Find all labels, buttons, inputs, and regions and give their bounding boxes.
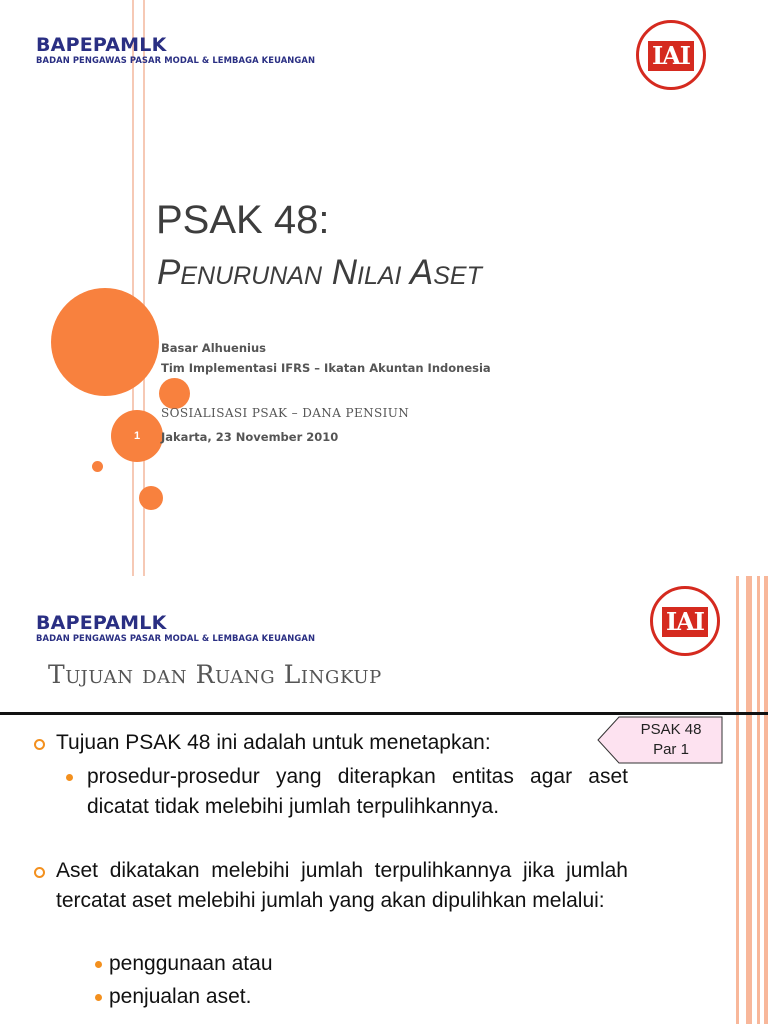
decorative-circle-small <box>159 378 190 409</box>
bullet-text: Aset dikatakan melebihi jumlah terpulihkannya jika jumlah tercatat aset melebihi jumlah yang akan dipulihkan melalui: <box>56 859 628 912</box>
slide-subtitle: Penurunan Nilai Aset <box>157 253 482 292</box>
brand-subtitle: BADAN PENGAWAS PASAR MODAL & LEMBAGA KEUANGAN <box>36 55 316 65</box>
title-divider <box>0 712 768 715</box>
bullet-icon <box>34 739 45 750</box>
brand-subtitle: BADAN PENGAWAS PASAR MODAL & LEMBAGA KEUANGAN <box>36 633 316 643</box>
brand-name: BAPEPAMLK <box>36 612 167 634</box>
presenter-name: Basar Alhuenius <box>161 341 266 355</box>
reference-tag <box>597 716 723 764</box>
decorative-line <box>132 0 134 576</box>
reference-tag-line1: PSAK 48 <box>640 721 702 738</box>
event-name: SOSIALISASI PSAK – DANA PENSIUN <box>161 406 410 420</box>
decorative-stripe <box>764 576 768 1024</box>
decorative-stripe <box>757 576 760 1024</box>
event-place-date: Jakarta, 23 November 2010 <box>161 430 339 444</box>
sub-bullet-icon <box>66 774 73 781</box>
iai-logo-text: IAI <box>648 41 694 71</box>
reference-tag-line2: Par 1 <box>653 741 689 758</box>
sub-bullet-icon <box>95 961 102 968</box>
slide-title: Tujuan dan Ruang Lingkup <box>48 660 382 689</box>
reference-tag-label <box>619 720 723 760</box>
iai-logo-text: IAI <box>662 607 708 637</box>
decorative-circle-large <box>51 288 159 396</box>
decorative-circle-small <box>139 486 163 510</box>
iai-logo <box>636 20 706 90</box>
presenter-team: Tim Implementasi IFRS – Ikatan Akuntan Indonesia <box>161 361 491 375</box>
sub-bullet-icon <box>95 994 102 1001</box>
sub-bullet-text: prosedur-prosedur yang diterapkan entitas agar aset dicatat tidak melebihi jumlah terpulihkannya. <box>87 765 628 818</box>
sub-bullet-text: penjualan aset. <box>109 985 252 1008</box>
content-slide <box>0 576 768 1024</box>
bapepamlk-logo <box>36 35 315 65</box>
sub-bullet-text: penggunaan atau <box>109 952 273 975</box>
decorative-dot <box>92 461 103 472</box>
bapepamlk-logo <box>36 613 315 643</box>
decorative-stripe <box>746 576 752 1024</box>
bullet-icon <box>34 867 45 878</box>
iai-logo <box>650 586 720 656</box>
slide-number: 1 <box>133 430 141 442</box>
bullet-text: Tujuan PSAK 48 ini adalah untuk menetapkan: <box>56 731 491 754</box>
decorative-stripe <box>736 576 739 1024</box>
slide-title: PSAK 48: <box>156 198 330 242</box>
brand-name: BAPEPAMLK <box>36 34 167 56</box>
